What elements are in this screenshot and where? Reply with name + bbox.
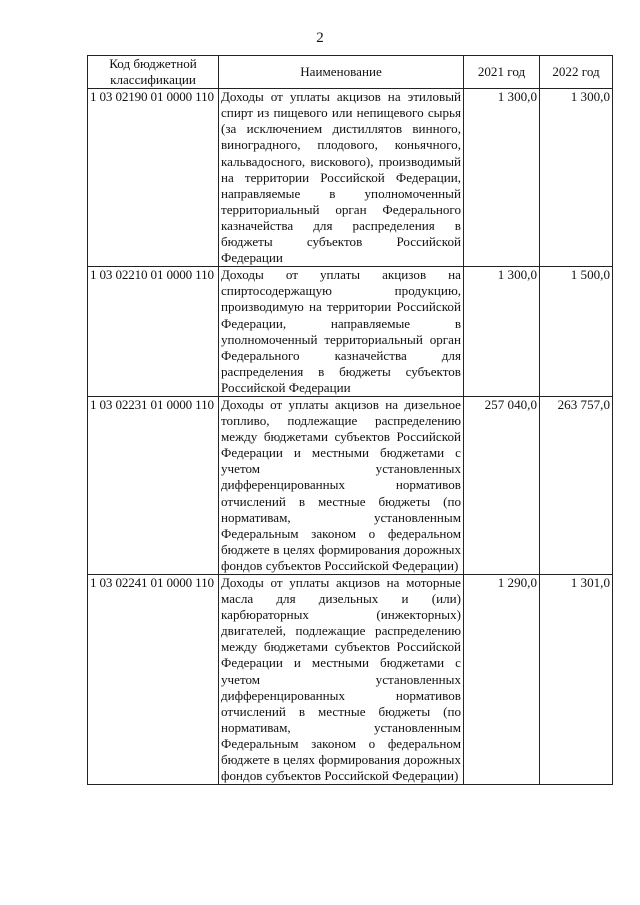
row-name: Доходы от уплаты акцизов на этиловый спирт из пищевого или непищевого сырья (за исключением дистиллятов винного, виноградного, плодового, коньячного, кальвадосного, вискового), производимый на территории Российской Федерации, направляемые в уполномоченный территориальный орган Федерального казначейства для распределения в бюджеты субъектов Российской Федерации [219,89,464,267]
row-2022-value: 1 500,0 [540,267,613,397]
header-2021: 2021 год [464,56,540,89]
row-2021-value: 257 040,0 [464,396,540,574]
table-row [88,89,613,267]
row-2022-value: 263 757,0 [540,396,613,574]
row-2021-value: 1 290,0 [464,575,540,785]
row-code: 1 03 02241 01 0000 110 [88,575,219,785]
budget-table [87,55,613,785]
table-row [88,396,613,574]
row-name: Доходы от уплаты акцизов на спиртосодержащую продукцию, производимую на территории Российской Федерации, направляемые в уполномоченный территориальный орган Федерального казначейства для распределения в бюджеты субъектов Российской Федерации [219,267,464,397]
table-row [88,575,613,785]
table-row [88,267,613,397]
table-body [88,89,613,785]
row-code: 1 03 02210 01 0000 110 [88,267,219,397]
row-2021-value: 1 300,0 [464,89,540,267]
table-header [88,56,613,89]
row-code: 1 03 02231 01 0000 110 [88,396,219,574]
row-2022-value: 1 300,0 [540,89,613,267]
row-name: Доходы от уплаты акцизов на дизельное топливо, подлежащие распределению между бюджетами субъектов Российской Федерации и местными бюджетами с учетом установленных дифференцированных нормативов отчислений в местные бюджеты (по нормативам, установленным Федеральным законом о федеральном бюджете в целях формирования дорожных фондов субъектов Российской Федерации) [219,396,464,574]
header-row [88,56,613,89]
row-2022-value: 1 301,0 [540,575,613,785]
row-2021-value: 1 300,0 [464,267,540,397]
page-number: 2 [316,30,324,46]
header-code: Код бюджетной классификации [88,56,219,89]
row-name: Доходы от уплаты акцизов на моторные масла для дизельных и (или) карбюраторных (инжекторных) двигателей, подлежащие распределению между бюджетами субъектов Российской Федерации и местными бюджетами с учетом установленных дифференцированных нормативов отчислений в местные бюджеты (по нормативам, установленным Федеральным законом о федеральном бюджете в целях формирования дорожных фондов субъектов Российской Федерации) [219,575,464,785]
row-code: 1 03 02190 01 0000 110 [88,89,219,267]
header-name: Наименование [219,56,464,89]
header-2022: 2022 год [540,56,613,89]
